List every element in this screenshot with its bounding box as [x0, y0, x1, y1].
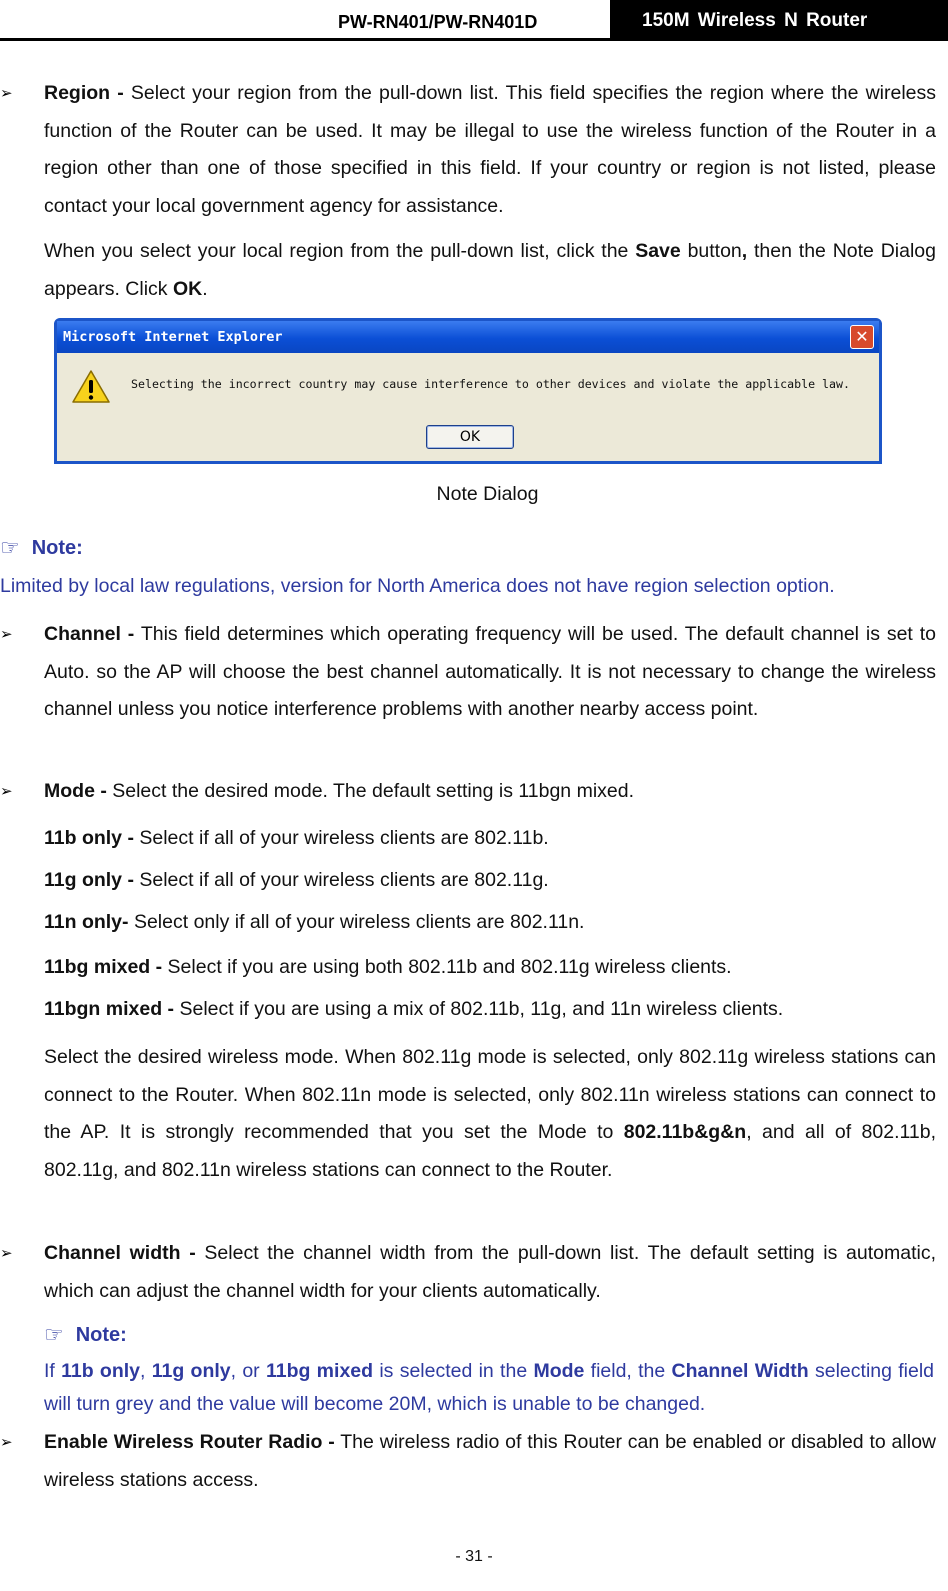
mode-detail-paragraph	[44, 1039, 936, 1189]
note-heading	[44, 1322, 127, 1348]
region-followup-comma: ,	[741, 240, 748, 262]
mode-detail-text: Select the desired wireless mode. When 802.11g mode is selected, only 802.11g wireless stations can connect to the Router. When 802.11n mode is selected, only 802.11n wireless stations can connect to the AP. It is strongly recommended that you set the Mode to	[44, 1046, 936, 1143]
channel-width-text: Select the channel width from the pull-down list. The default setting is automatic, which can adjust the channel width for your clients automatically.	[44, 1242, 936, 1302]
mode-option-term: 11bg mixed -	[44, 956, 163, 978]
mode-option-text: Select if all of your wireless clients are 802.11b.	[133, 827, 549, 849]
note-title: Note:	[31, 536, 83, 559]
bullet-icon: ➢	[0, 1434, 13, 1451]
note-text-part: is selected in the	[373, 1360, 534, 1382]
note-text-part: selecting field will turn grey and the value will become 20M, which is unable to be changed.	[44, 1360, 935, 1415]
note-dialog	[54, 318, 882, 464]
note-bold-term: Mode	[533, 1360, 585, 1382]
mode-option	[44, 862, 936, 900]
note-text: Limited by local law regulations, version for North America does not have region selection option.	[0, 575, 835, 597]
region-followup-text: When you select your local region from the pull-down list, click the	[44, 240, 636, 262]
dialog-titlebar	[57, 321, 879, 353]
mode-term: Mode -	[44, 780, 107, 802]
note-text-part: field, the	[584, 1360, 672, 1382]
region-followup-text: .	[202, 277, 208, 300]
bullet-icon: ➢	[0, 85, 13, 102]
note-text-part: ,	[140, 1360, 152, 1382]
mode-option-text: Select only if all of your wireless clients are 802.11n.	[128, 911, 585, 933]
mode-option-term: 11g only -	[44, 869, 134, 891]
mode-option	[44, 904, 936, 942]
region-text: Select your region from the pull-down list. This field specifies the region where the wireless function of the Router can be used. It may be illegal to use the wireless function of the Router in a region other than one of those specified in this field. If your country or region is not listed, please contact your local government agency for assistance.	[44, 82, 936, 217]
region-followup-text: then the Note Dialog appears. Click	[44, 240, 936, 300]
mode-option-text: Select if you are using a mix of 802.11b, 11g, and 11n wireless clients.	[174, 998, 784, 1020]
channel-term: Channel -	[44, 623, 135, 645]
region-followup-text: button	[680, 240, 742, 262]
region-paragraph	[44, 75, 936, 225]
ok-term: OK	[172, 277, 203, 300]
warning-icon	[71, 369, 111, 405]
dialog-message: Selecting the incorrect country may cause interference to other devices and violate the applicable law.	[131, 377, 850, 391]
mode-option	[44, 820, 936, 858]
header-rule	[0, 38, 948, 41]
mode-option-term: 11n only-	[44, 911, 129, 933]
mode-paragraph	[44, 773, 936, 811]
radio-paragraph	[44, 1424, 936, 1499]
channel-width-term: Channel width -	[44, 1242, 196, 1264]
page-header	[0, 0, 948, 40]
note-heading	[0, 535, 83, 561]
mode-option-text: Select if all of your wireless clients are 802.11g.	[133, 869, 549, 891]
product-name-banner: 150M Wireless N Router	[610, 0, 948, 40]
pointing-hand-icon: ☞	[44, 1322, 64, 1347]
ok-button[interactable]: OK	[426, 425, 514, 449]
channel-width-paragraph	[44, 1235, 936, 1310]
mode-option-term: 11bgn mixed -	[44, 998, 175, 1020]
region-term: Region -	[44, 82, 124, 104]
save-term: Save	[635, 240, 681, 262]
mode-text: Select the desired mode. The default setting is 11bgn mixed.	[106, 780, 635, 802]
close-button[interactable]: ✕	[850, 325, 874, 349]
model-number: PW-RN401/PW-RN401D	[338, 12, 538, 32]
note-bold-term: Channel Width	[671, 1360, 809, 1382]
mode-option	[44, 949, 936, 987]
mode-option	[44, 991, 936, 1029]
note-text-part: If	[44, 1360, 62, 1382]
radio-text: The wireless radio of this Router can be enabled or disabled to allow wireless stations access.	[44, 1431, 936, 1491]
figure-caption: Note Dialog	[436, 483, 539, 505]
note-text-part: , or	[230, 1360, 266, 1382]
bullet-icon: ➢	[0, 1245, 13, 1262]
note-bold-term: 11bg mixed	[265, 1360, 374, 1382]
note-title: Note:	[75, 1323, 127, 1346]
mode-option-term: 11b only -	[44, 827, 134, 849]
note-bold-term: 11b only	[61, 1360, 141, 1382]
note-bold-term: 11g only	[151, 1360, 231, 1382]
mode-option-text: Select if you are using both 802.11b and 802.11g wireless clients.	[162, 956, 732, 978]
radio-term: Enable Wireless Router Radio -	[44, 1431, 335, 1453]
note-text	[44, 1355, 934, 1421]
dialog-title: Microsoft Internet Explorer	[63, 329, 283, 345]
region-followup-paragraph	[44, 233, 936, 308]
channel-paragraph	[44, 616, 936, 729]
bullet-icon: ➢	[0, 783, 13, 800]
mode-detail-text: , and all of 802.11b, 802.11g, and 802.11n wireless stations can connect to the Router.	[44, 1121, 936, 1181]
channel-text: This field determines which operating frequency will be used. The default channel is set to Auto. so the AP will choose the best channel automatically. It is not necessary to change the wireless channel unless you notice interference problems with another nearby access point.	[44, 623, 936, 720]
mode-recommended-term: 802.11b&g&n	[623, 1121, 747, 1143]
bullet-icon: ➢	[0, 626, 13, 643]
pointing-hand-icon: ☞	[0, 535, 20, 560]
page-number: - 31 -	[455, 1548, 493, 1565]
